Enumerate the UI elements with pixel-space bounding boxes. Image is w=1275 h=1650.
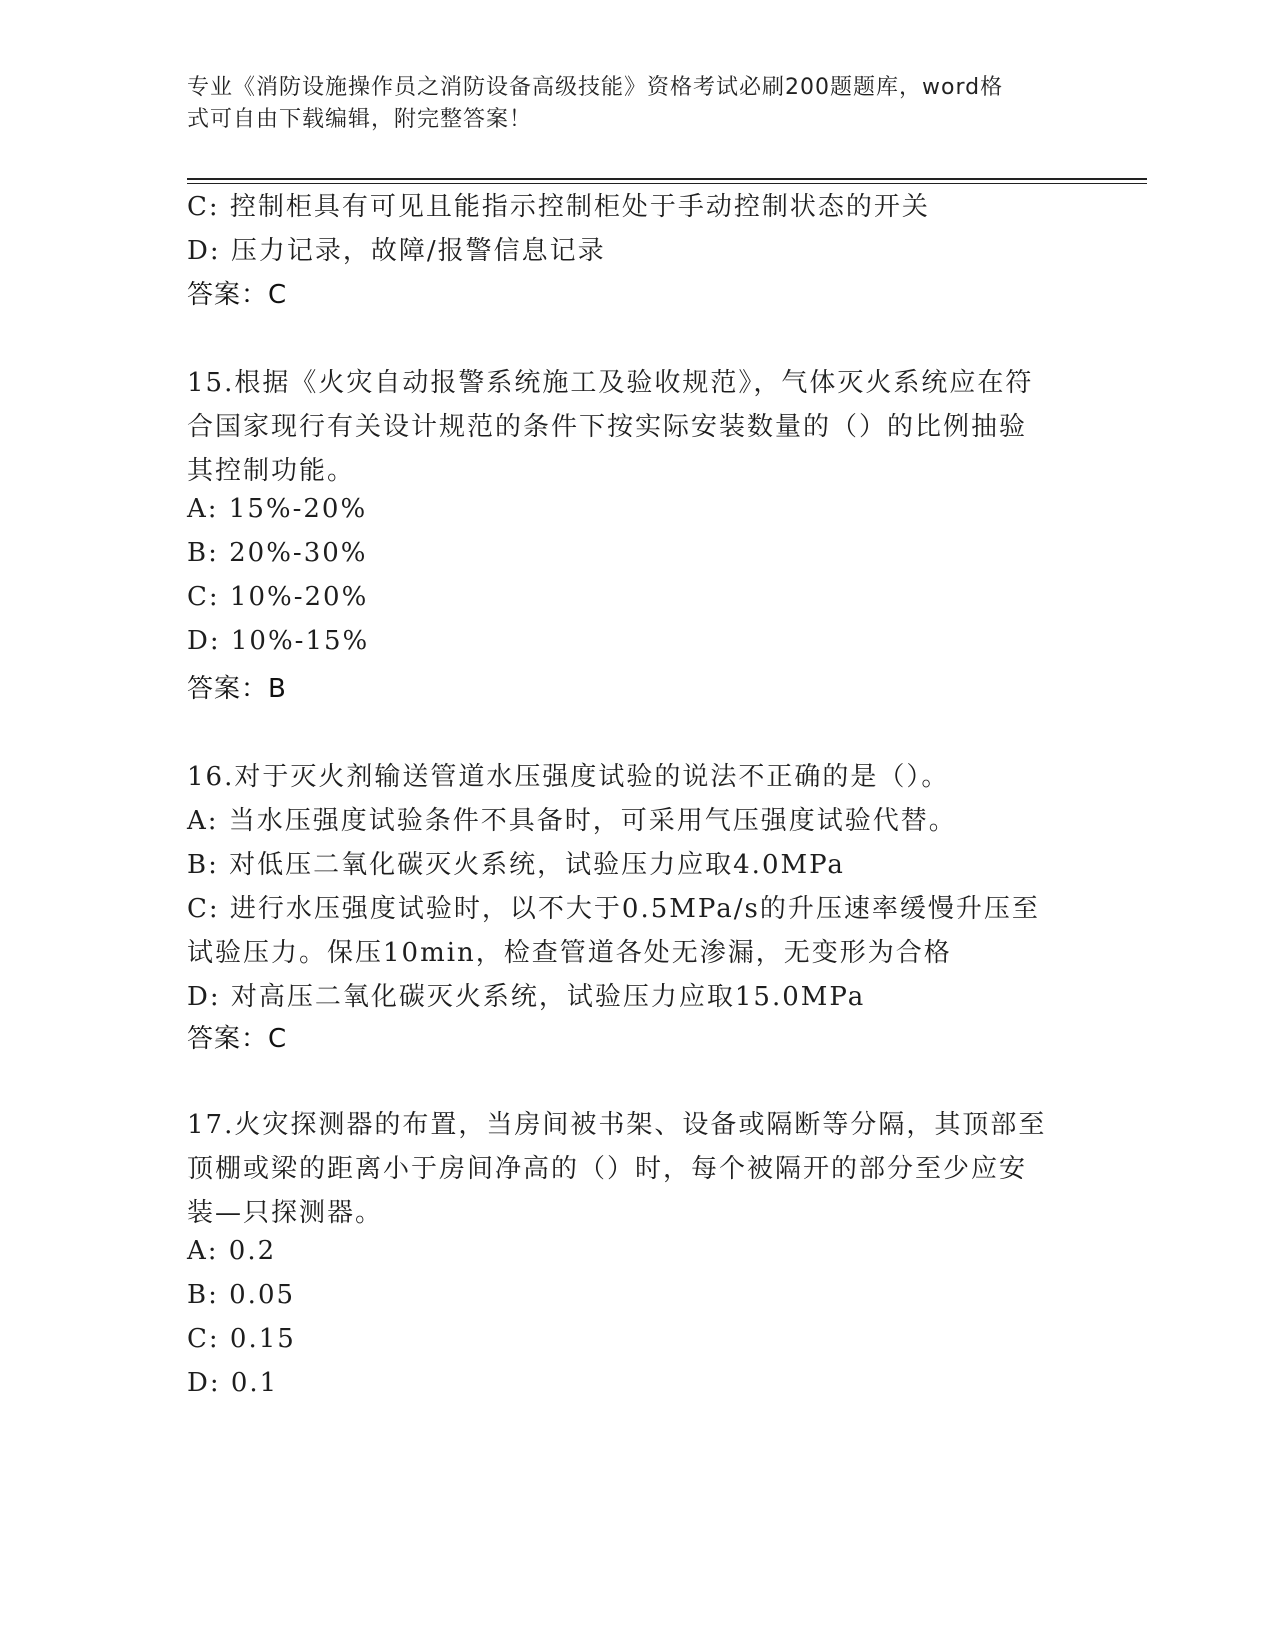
question-17-text: 17.火灾探测器的布置，当房间被书架、设备或隔断等分隔，其顶部至 <box>187 1110 1047 1140</box>
option-c: C: 0.15 <box>187 1324 296 1354</box>
option-d: D: 压力记录，故障/报警信息记录 <box>187 236 606 266</box>
option-c: C: 进行水压强度试验时，以不大于0.5MPa/s的升压速率缓慢升压至 <box>187 894 1040 924</box>
option-c: C: 10%-20% <box>187 582 369 612</box>
answer: 答案：B <box>187 674 287 704</box>
option-b: B: 对低压二氧化碳灭火系统，试验压力应取4.0MPa <box>187 850 845 880</box>
question-16-text: 16.对于灭火剂输送管道水压强度试验的说法不正确的是（）。 <box>187 762 950 792</box>
document-header <box>187 72 1067 136</box>
answer: 答案：C <box>187 1024 288 1054</box>
option-a: A: 15%-20% <box>187 494 368 524</box>
option-a: A: 0.2 <box>187 1236 277 1266</box>
option-b: B: 20%-30% <box>187 538 368 568</box>
option-c: C: 控制柜具有可见且能指示控制柜处于手动控制状态的开关 <box>187 192 930 222</box>
header-divider <box>187 178 1147 180</box>
question-15-text: 合国家现行有关设计规范的条件下按实际安装数量的（）的比例抽验 <box>187 412 1028 442</box>
question-17-text: 顶棚或梁的距离小于房间净高的（）时，每个被隔开的部分至少应安 <box>187 1154 1028 1184</box>
header-line: 式可自由下载编辑，附完整答案！ <box>187 107 533 132</box>
answer: 答案：C <box>187 280 288 310</box>
option-d: D: 对高压二氧化碳灭火系统，试验压力应取15.0MPa <box>187 982 866 1012</box>
option-d: D: 10%-15% <box>187 626 370 656</box>
header-divider <box>187 183 1147 184</box>
question-15-text: 15.根据《火灾自动报警系统施工及验收规范》，气体灭火系统应在符 <box>187 368 1034 398</box>
question-17-text: 装—只探测器。 <box>187 1198 384 1228</box>
question-15-text: 其控制功能。 <box>187 456 356 486</box>
option-a: A: 当水压强度试验条件不具备时，可采用气压强度试验代替。 <box>187 806 957 836</box>
option-b: B: 0.05 <box>187 1280 296 1310</box>
option-c-continued: 试验压力。保压10min，检查管道各处无渗漏，无变形为合格 <box>187 938 952 968</box>
header-line: 专业《消防设施操作员之消防设备高级技能》资格考试必刷200题题库，word格 <box>187 75 1004 100</box>
option-d: D: 0.1 <box>187 1368 279 1398</box>
